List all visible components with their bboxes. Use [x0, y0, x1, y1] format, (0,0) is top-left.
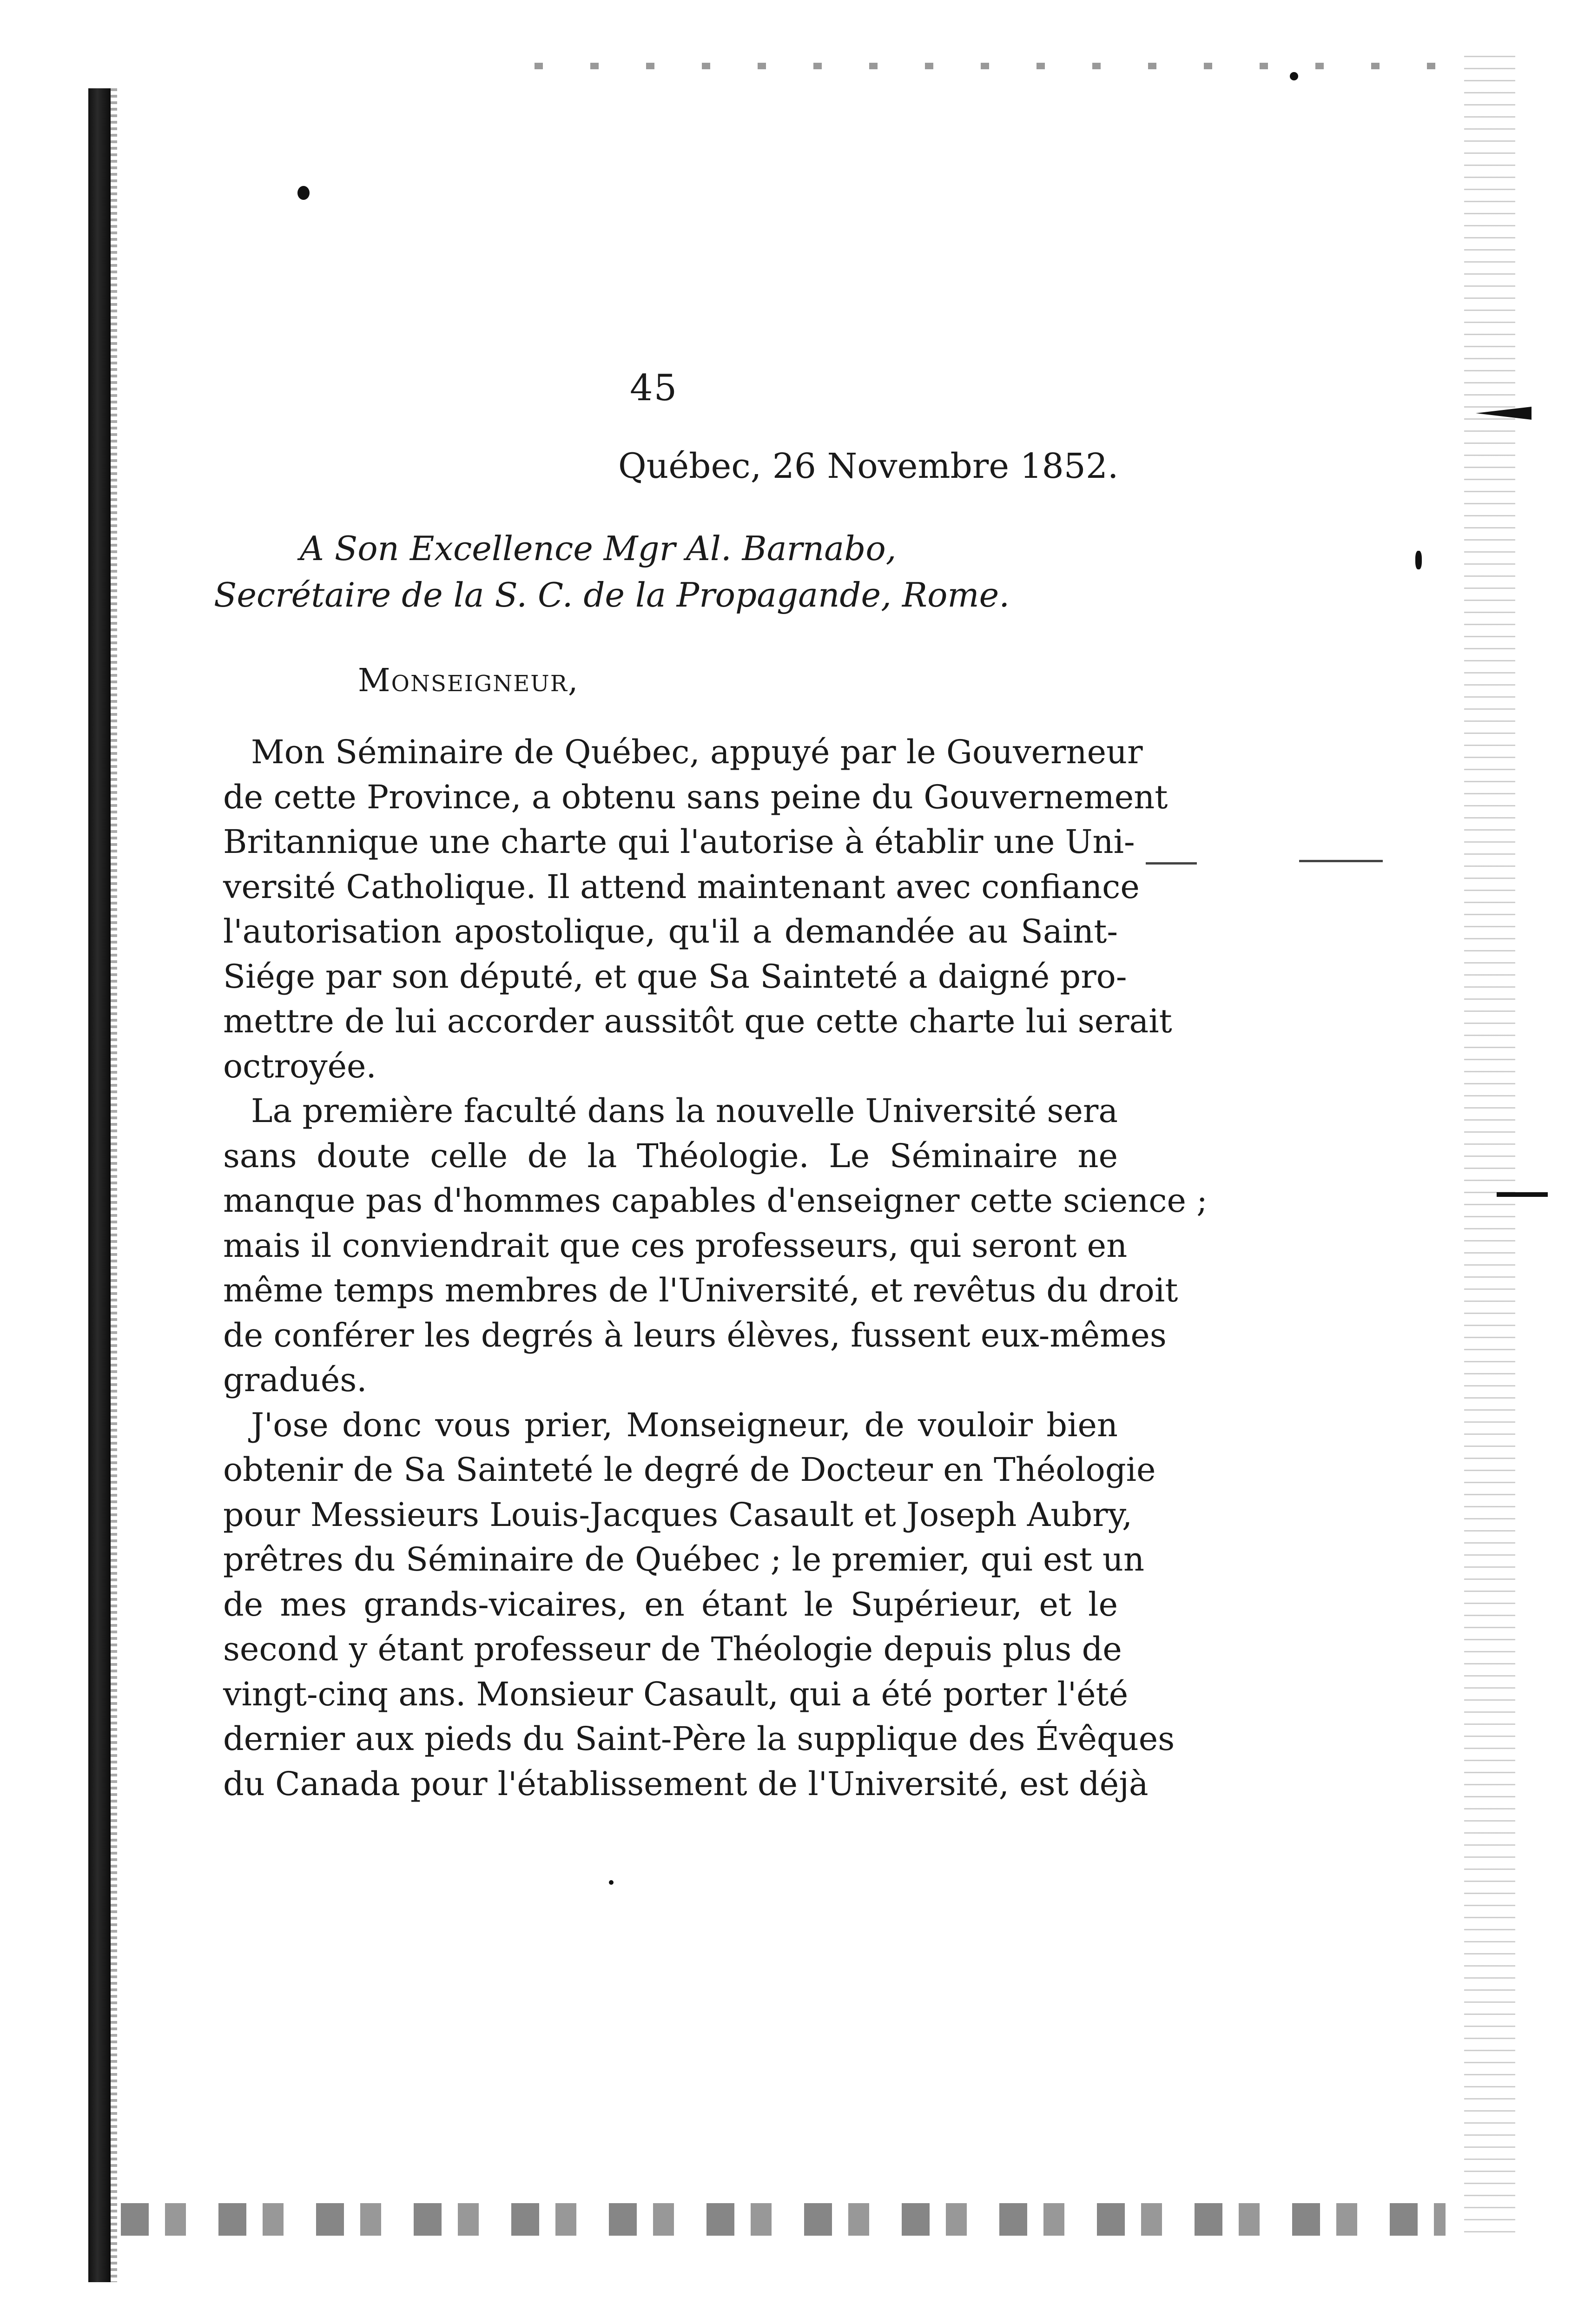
- scan-dash: [1146, 862, 1197, 865]
- scan-binding-shadow: [88, 88, 111, 2282]
- text-line: dernier aux pieds du Saint-Père la supplique des Évêques: [223, 1720, 1175, 1758]
- scan-speck: [1415, 551, 1422, 569]
- text-line: prêtres du Séminaire de Québec ; le premier, qui est un: [223, 1540, 1145, 1578]
- scan-dash: [1497, 1192, 1548, 1197]
- text-line: Siége par son député, et que Sa Sainteté a daigné pro-: [223, 957, 1127, 996]
- text-line: obtenir de Sa Sainteté le degré de Docteur en Théologie: [223, 1451, 1156, 1489]
- text-line: de mes grands-vicaires, en étant le Supérieur, et le: [223, 1585, 1118, 1624]
- text-line: versité Catholique. Il attend maintenant avec confiance: [223, 867, 1140, 906]
- text-line: mais il conviendrait que ces professeurs, qui seront en: [223, 1226, 1128, 1265]
- text-line: gradués.: [223, 1361, 367, 1399]
- text-line: manque pas d'hommes capables d'enseigner cette science ;: [223, 1182, 1208, 1220]
- text-line: second y étant professeur de Théologie depuis plus de: [223, 1630, 1122, 1668]
- addressee-line: A Son Excellence Mgr Al. Barnabo,: [300, 529, 897, 568]
- text-line: La première faculté dans la nouvelle Université sera: [251, 1092, 1118, 1130]
- scan-top-edge-noise: [535, 63, 1464, 69]
- text-line: du Canada pour l'établissement de l'Université, est déjà: [223, 1764, 1149, 1803]
- text-line: même temps membres de l'Université, et revêtus du droit: [223, 1271, 1178, 1309]
- paragraph: [223, 1403, 1175, 1807]
- addressee-line: Secrétaire de la S. C. de la Propagande, Rome.: [214, 575, 1010, 614]
- scan-speck: [609, 1880, 614, 1885]
- text-line: Mon Séminaire de Québec, appuyé par le Gouverneur: [251, 733, 1143, 771]
- paragraph: [223, 1089, 1208, 1403]
- text-line: pour Messieurs Louis-Jacques Casault et Joseph Aubry,: [223, 1495, 1133, 1534]
- paragraph: [223, 730, 1172, 1089]
- text-line: octroyée.: [223, 1047, 376, 1085]
- text-line: Britannique une charte qui l'autorise à établir une Uni-: [223, 823, 1135, 861]
- dateline: Québec, 26 Novembre 1852.: [618, 446, 1119, 486]
- scan-bottom-edge-noise: [121, 2203, 1446, 2236]
- text-line: de cette Province, a obtenu sans peine du Gouvernement: [223, 778, 1168, 816]
- page-number: 45: [630, 367, 678, 409]
- text-line: l'autorisation apostolique, qu'il a demandée au Saint-: [223, 912, 1118, 951]
- text-line: mettre de lui accorder aussitôt que cette charte lui serait: [223, 1002, 1172, 1040]
- text-line: vingt-cinq ans. Monsieur Casault, qui a été porter l'été: [223, 1675, 1129, 1713]
- text-line: J'ose donc vous prier, Monseigneur, de vouloir bien: [251, 1406, 1118, 1444]
- scan-dash: [1299, 860, 1383, 862]
- letter-body: [223, 730, 1208, 1806]
- scan-right-edge-noise: [1464, 56, 1515, 2240]
- scan-speck: [297, 186, 310, 200]
- addressee-block: [214, 525, 1010, 618]
- text-line: sans doute celle de la Théologie. Le Séminaire ne: [223, 1136, 1118, 1175]
- text-line: de conférer les degrés à leurs élèves, fussent eux-mêmes: [223, 1316, 1167, 1354]
- scan-speck: [1290, 72, 1298, 80]
- salutation: Monseigneur,: [358, 662, 579, 699]
